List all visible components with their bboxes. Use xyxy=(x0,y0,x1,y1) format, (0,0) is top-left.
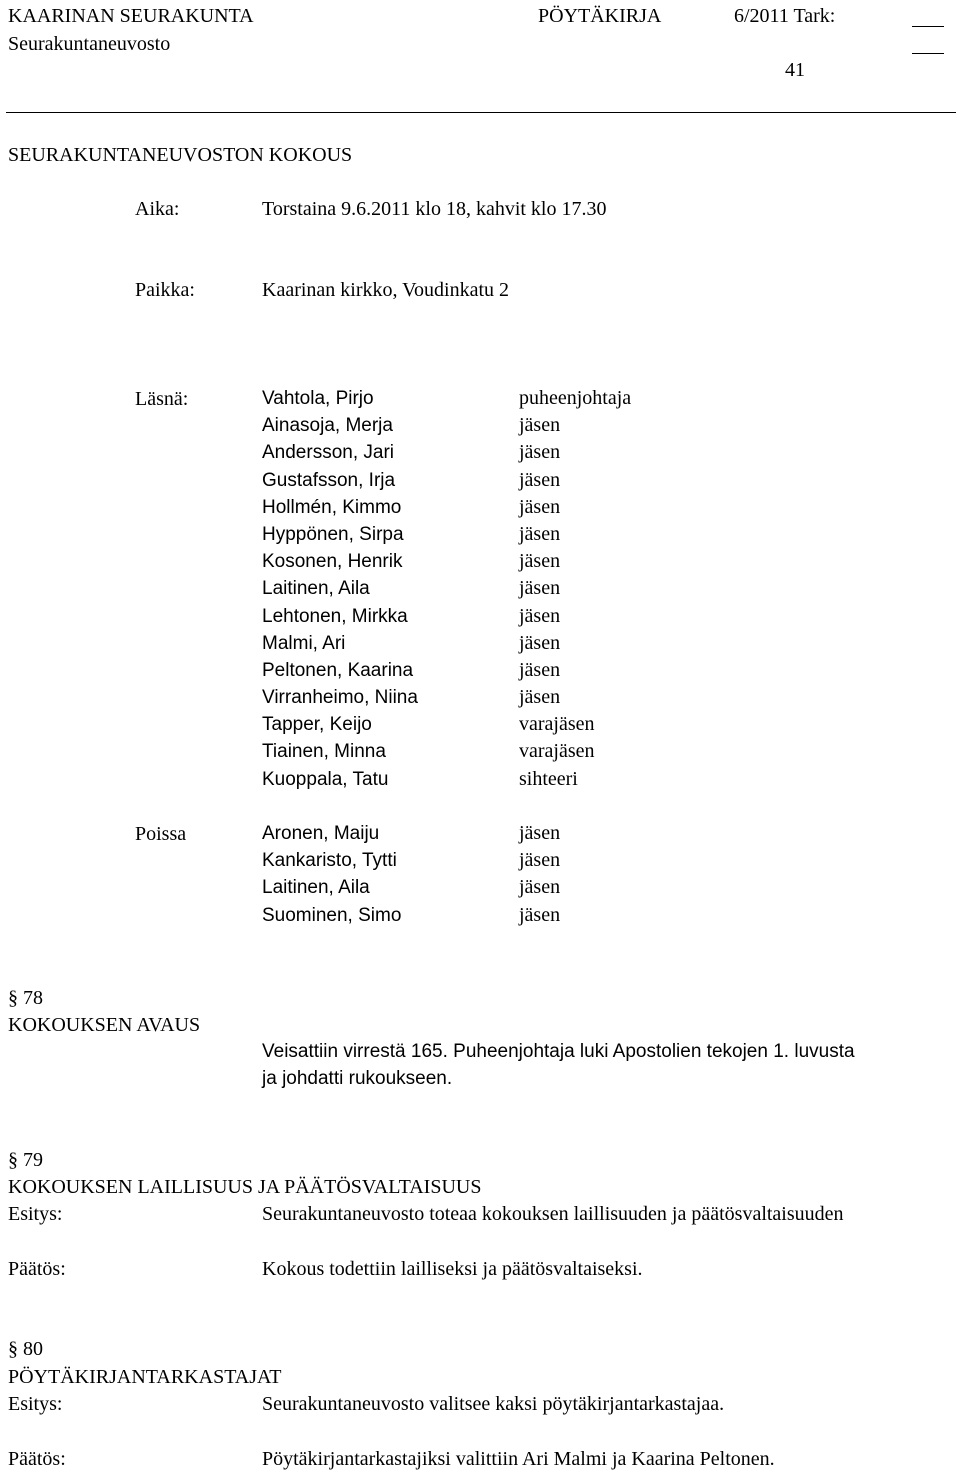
member-role: jäsen xyxy=(519,550,561,573)
present-names-list xyxy=(262,385,418,793)
member-name: Laitinen, Aila xyxy=(262,578,370,600)
member-name: Suominen, Simo xyxy=(262,904,402,926)
member-name: Kuoppala, Tatu xyxy=(262,768,389,790)
member-role: jäsen xyxy=(519,414,561,437)
section-79-number: § 79 xyxy=(8,1149,43,1171)
section-78-text-line1: Veisattiin virrestä 165. Puheenjohtaja luki Apostolien tekojen 1. luvusta xyxy=(262,1041,855,1062)
section-80-paatos-text: Pöytäkirjantarkastajiksi valittiin Ari Malmi ja Kaarina Peltonen. xyxy=(262,1448,775,1470)
time-value: Torstaina 9.6.2011 klo 18, kahvit klo 17.30 xyxy=(262,198,607,220)
place-value: Kaarinan kirkko, Voudinkatu 2 xyxy=(262,279,510,301)
member-name: Peltonen, Kaarina xyxy=(262,659,414,681)
member-role: varajäsen xyxy=(519,740,595,763)
page-number: 41 xyxy=(785,59,805,81)
member-name: Tapper, Keijo xyxy=(262,714,372,736)
header-blank-line-2 xyxy=(912,53,944,54)
member-role: jäsen xyxy=(519,522,561,545)
member-name: Tiainen, Minna xyxy=(262,741,386,763)
time-label: Aika: xyxy=(135,198,180,220)
member-name: Kankaristo, Tytti xyxy=(262,850,397,872)
member-role: jäsen xyxy=(519,876,561,899)
absent-label: Poissa xyxy=(135,823,187,845)
member-role: jäsen xyxy=(519,577,561,600)
meeting-title: SEURAKUNTANEUVOSTON KOKOUS xyxy=(8,144,353,166)
member-name: Hollmén, Kimmo xyxy=(262,496,402,518)
member-name: Gustafsson, Irja xyxy=(262,469,396,491)
member-role: jäsen xyxy=(519,903,561,926)
member-name: Hyppönen, Sirpa xyxy=(262,523,404,545)
section-80-number: § 80 xyxy=(8,1338,43,1360)
section-78-title: KOKOUKSEN AVAUS xyxy=(8,1014,201,1036)
member-role: jäsen xyxy=(519,822,561,844)
present-roles-list xyxy=(519,385,631,793)
absent-roles-list xyxy=(519,820,560,929)
member-name: Laitinen, Aila xyxy=(262,877,370,899)
member-name: Virranheimo, Niina xyxy=(262,687,418,709)
member-role: jäsen xyxy=(519,441,561,464)
member-role: varajäsen xyxy=(519,713,595,736)
present-label: Läsnä: xyxy=(135,388,189,410)
member-role: sihteeri xyxy=(519,767,578,790)
member-role: jäsen xyxy=(519,604,561,627)
section-80-esitys-text: Seurakuntaneuvosto valitsee kaksi pöytäkirjantarkastajaa. xyxy=(262,1393,725,1415)
section-79-esitys-label: Esitys: xyxy=(8,1203,63,1225)
section-78-number: § 78 xyxy=(8,987,43,1009)
section-80-paatos-label: Päätös: xyxy=(8,1448,66,1470)
member-name: Ainasoja, Merja xyxy=(262,415,393,437)
member-role: jäsen xyxy=(519,495,561,518)
member-name: Malmi, Ari xyxy=(262,632,346,654)
member-role: puheenjohtaja xyxy=(519,387,632,409)
section-79-title: KOKOUKSEN LAILLISUUS JA PÄÄTÖSVALTAISUUS xyxy=(8,1176,482,1198)
section-80-title: PÖYTÄKIRJANTARKASTAJAT xyxy=(8,1366,282,1388)
member-name: Vahtola, Pirjo xyxy=(262,388,374,409)
header-divider xyxy=(6,112,956,113)
member-name: Lehtonen, Mirkka xyxy=(262,605,408,627)
member-role: jäsen xyxy=(519,849,561,872)
section-79-paatos-label: Päätös: xyxy=(8,1258,66,1280)
header-org: KAARINAN SEURAKUNTA xyxy=(8,5,254,27)
member-role: jäsen xyxy=(519,686,561,709)
header-number: 6/2011 Tark: xyxy=(734,5,836,27)
member-role: jäsen xyxy=(519,658,561,681)
member-role: jäsen xyxy=(519,631,561,654)
section-80-esitys-label: Esitys: xyxy=(8,1393,63,1415)
absent-names-list xyxy=(262,820,401,929)
section-79-esitys-text: Seurakuntaneuvosto toteaa kokouksen laillisuuden ja päätösvaltaisuuden xyxy=(262,1203,844,1225)
place-label: Paikka: xyxy=(135,279,195,301)
header-blank-line-1 xyxy=(912,26,944,27)
section-78-text-line2: ja johdatti rukoukseen. xyxy=(262,1068,453,1089)
member-name: Kosonen, Henrik xyxy=(262,551,403,573)
header-doc-type: PÖYTÄKIRJA xyxy=(538,5,662,27)
header-body: Seurakuntaneuvosto xyxy=(8,33,171,55)
member-name: Aronen, Maiju xyxy=(262,823,380,844)
section-79-paatos-text: Kokous todettiin lailliseksi ja päätösvaltaiseksi. xyxy=(262,1258,643,1280)
member-role: jäsen xyxy=(519,468,561,491)
member-name: Andersson, Jari xyxy=(262,442,395,464)
